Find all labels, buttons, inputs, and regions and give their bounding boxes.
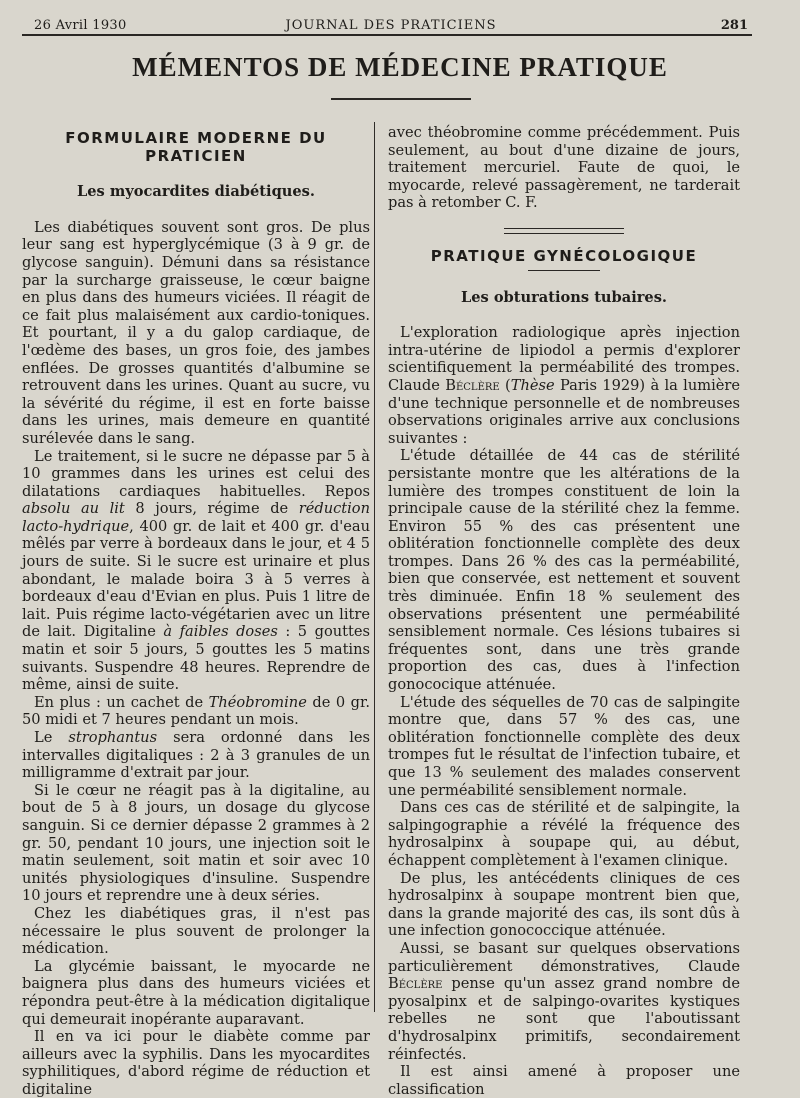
paragraph: Chez les diabétiques gras, il n'est pas nécessaire le plus souvent de prolonger la médication. [22,904,370,958]
journal-name: JOURNAL DES PRATICIENS [285,18,497,33]
paragraph: Aussi, se basant sur quelques observations particulièrement démonstratives, Claude Béclère pense qu'un assez grand nombre de pyosalpinx et de salpingo-ovarites kystiques rebelles ne sont que l'aboutissant d'hydrosalpinx primitifs, secondairement réinfectés. [388,939,740,1063]
paragraph-continued: avec théobromine comme précédemment. Puis seulement, au bout d'une dizaine de jours, traitement mercuriel. Faute de quoi, le myocarde, relevé passagèrement, ne tarderait pas à retomber C. F. [388,124,740,212]
section-separator [504,228,624,234]
right-column [388,124,740,1098]
section-rule [528,270,600,271]
column-divider [374,122,375,1012]
paragraph: L'exploration radiologique après injection intra-utérine de lipiodol a permis d'explorer scientifiquement la perméabilité des trompes. Claude Béclère (Thèse Paris 1929) à la lumière d'une technique personnelle et de nombreuses observations originales arrive aux conclusions suivantes : [388,324,740,447]
paragraph: Le strophantus sera ordonné dans les intervalles digitaliques : 2 à 3 granules de un milligramme d'extrait par jour. [22,729,370,782]
paragraph: Il est ainsi amené à proposer une classification [388,1063,740,1098]
paragraph: Les diabétiques souvent sont gros. De plus leur sang est hyperglycémique (3 à 9 gr. de glycose sanguin). Démuni dans sa résistance par la surcharge graisseuse, le cœur baigne en plus dans des humeurs viciées. Il réagit de ce fait plus malaisément aux cardio-toniques. Et pourtant, il y a du galop cardiaque, de l'œdème des bases, un gros foie, des jambes enflées. De grosses quantités d'albumine se retrouvent dans les urines. Quant au sucre, vu la sévérité du régime, il est en forte baisse dans les urines, mais demeure en quantité surélevée dans le sang. [22,218,370,447]
page-number: 281 [720,18,748,33]
section-heading-formulaire: FORMULAIRE MODERNE DU PRATICIEN [65,129,327,165]
issue-date: 26 Avril 1930 [34,18,127,33]
paragraph: En plus : un cachet de Théobromine de 0 gr. 50 midi et 7 heures pendant un mois. [22,693,370,729]
paragraph: Dans ces cas de stérilité et de salpingite, la salpingographie a révélé la fréquence des hydrosalpinx à soupape qui, au début, échappent complètement à l'examen clinique. [388,799,740,869]
paragraph: Le traitement, si le sucre ne dépasse par 5 à 10 grammes dans les urines est celui des dilatations cardiaques habituelles. Repos absolu au lit 8 jours, régime de réduction lacto-hydrique, 400 gr. de lait et 400 gr. d'eau mêlés par verre à bordeaux dans le jour, et 4 5 jours de suite. Si le sucre est urinaire et plus abondant, le malade boira 3 à 5 verres à bordeaux d'eau d'Evian en plus. Puis 1 litre de lait. Puis régime lacto-végétarien avec un litre de lait. Digitaline à faibles doses : 5 gouttes matin et soir 5 jours, 5 gouttes les 5 matins suivants. Suspendre 48 heures. Reprendre de même, ainsi de suite. [22,447,370,694]
paragraph: L'étude détaillée de 44 cas de stérilité persistante montre que les altérations de la lumière des trompes constituent de loin la principale cause de la stérilité chez la femme. Environ 55 % des cas présentent une oblitération fonctionnelle complète des deux trompes. Dans 26 % des cas la perméabilité, bien que conservée, est nettement et souvent très diminuée. Enfin 18 % seulement des observations présentent une perméabilité sensiblement normale. Ces lésions tubaires si fréquentes sont, dans une très grande proportion des cas, dues à l'infection gonococique atténuée. [388,447,740,694]
paragraph: De plus, les antécédents cliniques de ces hydrosalpinx à soupape montrent bien que, dans la grande majorité des cas, ils sont dûs à une infection gonococcique atténuée. [388,869,740,940]
section-heading-gynecologique: PRATIQUE GYNÉCOLOGIQUE [430,246,698,265]
paragraph: Si le cœur ne réagit pas à la digitaline, au bout de 5 à 8 jours, un dosage du glycose sanguin. Si ce dernier dépasse 2 grammes à 2 gr. 50, pendant 10 jours, une injection soit le matin seulement, soit matin et soir avec 10 unités physiologiques d'insuline. Suspendre 10 jours et reprendre une à deux séries. [22,781,370,905]
paragraph: La glycémie baissant, le myocarde ne baignera plus dans des humeurs viciées et répondra peut-être à la médication digitalique qui demeurait inopérante auparavant. [22,957,370,1028]
article-title-obturations: Les obturations tubaires. [460,288,668,306]
paragraph: Il en va ici pour le diabète comme par ailleurs avec la syphilis. Dans les myocardites syphilitiques, d'abord régime de réduction et digitaline [22,1028,370,1098]
article-title-myocardites: Les myocardites diabétiques. [77,183,315,201]
header-rule [22,34,752,36]
paragraph: L'étude des séquelles de 70 cas de salpingite montre que, dans 57 % des cas, une oblitération fonctionnelle complète des deux trompes fut le résultat de l'infection tubaire, et que 13 % seulement des malades conservent une perméabilité sensiblement normale. [388,693,740,799]
left-column [22,124,370,1098]
title-rule [331,98,471,100]
page-title: MÉMENTOS DE MÉDECINE PRATIQUE [132,52,668,82]
